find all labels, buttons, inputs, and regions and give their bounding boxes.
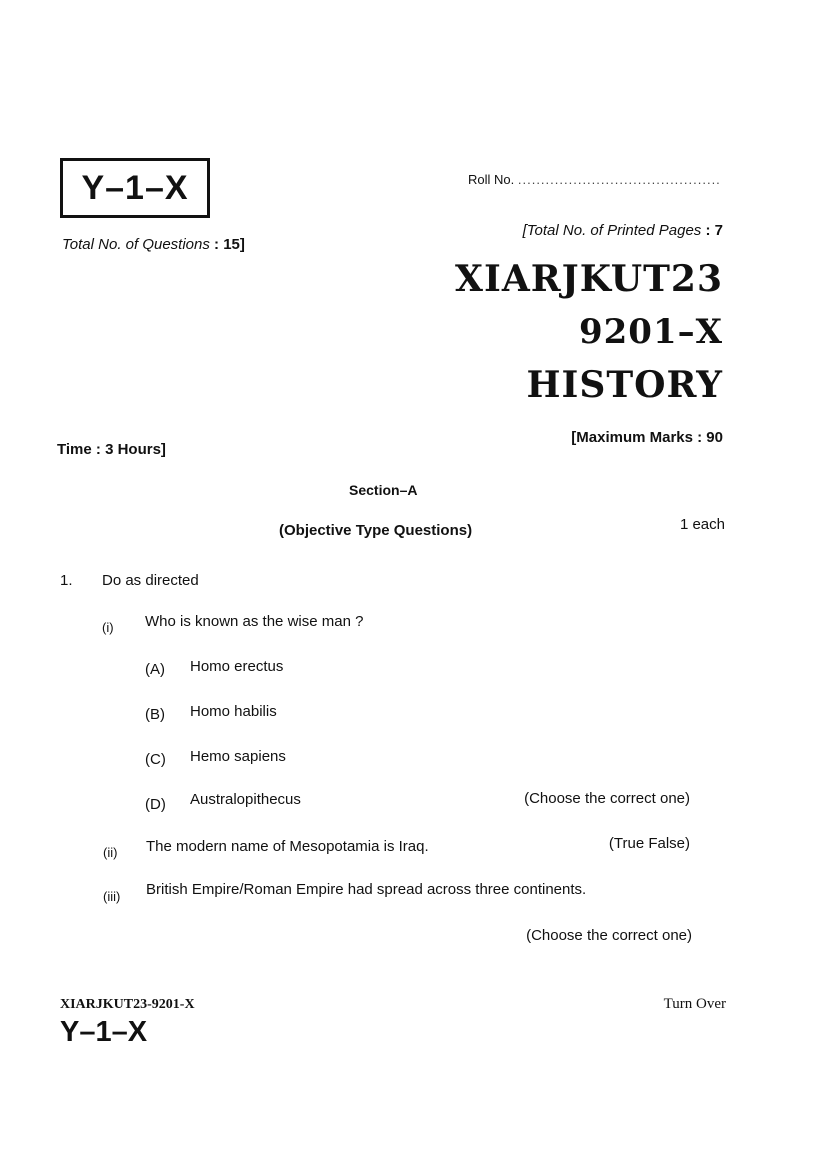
total-questions-value: : 15]	[214, 236, 245, 253]
part-hint: (Choose the correct one)	[526, 927, 692, 944]
question-number: 1.	[60, 572, 73, 589]
turn-over-label: Turn Over	[663, 996, 726, 1012]
printed-pages-label: [Total No. of Printed Pages	[522, 222, 702, 239]
option-text: Homo habilis	[190, 703, 277, 720]
part-hint: (Choose the correct one)	[524, 790, 690, 807]
printed-pages	[523, 222, 723, 239]
exam-time: Time : 3 Hours]	[57, 441, 166, 458]
footer-code: Y–1–X	[60, 1016, 148, 1048]
section-title: Section–A	[349, 482, 418, 498]
roll-no-label: Roll No.	[468, 172, 515, 187]
max-marks: [Maximum Marks : 90	[571, 429, 723, 446]
paper-code-box: Y–1–X	[60, 158, 210, 218]
footer-paper-code: XIARJKUT23-9201-X	[60, 997, 195, 1012]
option-text: Hemo sapiens	[190, 748, 286, 765]
printed-pages-value: : 7	[705, 222, 723, 239]
option-label: (B)	[145, 706, 165, 723]
roll-no-dots: ............................................	[517, 172, 721, 187]
part-label: (i)	[102, 620, 114, 635]
part-hint: (True False)	[608, 835, 690, 852]
roll-no-field	[468, 172, 721, 187]
option-label: (A)	[145, 661, 165, 678]
part-text: British Empire/Roman Empire had spread across three continents.	[146, 881, 587, 898]
option-label: (D)	[145, 796, 166, 813]
question-instruction: Do as directed	[102, 572, 199, 589]
subject-code: 9201–X	[578, 312, 723, 352]
part-text: Who is known as the wise man ?	[145, 613, 364, 630]
part-text: The modern name of Mesopotamia is Iraq.	[146, 838, 429, 855]
total-questions-label: Total No. of Questions	[62, 236, 210, 253]
option-label: (C)	[145, 751, 166, 768]
section-subtitle: (Objective Type Questions)	[279, 522, 473, 539]
total-questions	[62, 236, 245, 253]
section-marks: 1 each	[679, 516, 725, 533]
option-text: Homo erectus	[190, 658, 284, 675]
part-label: (iii)	[103, 889, 121, 904]
part-label: (ii)	[103, 845, 118, 860]
option-text: Australopithecus	[190, 791, 301, 808]
paper-code-title: XIARJKUT23	[455, 258, 723, 300]
subject-title: HISTORY	[526, 364, 723, 406]
